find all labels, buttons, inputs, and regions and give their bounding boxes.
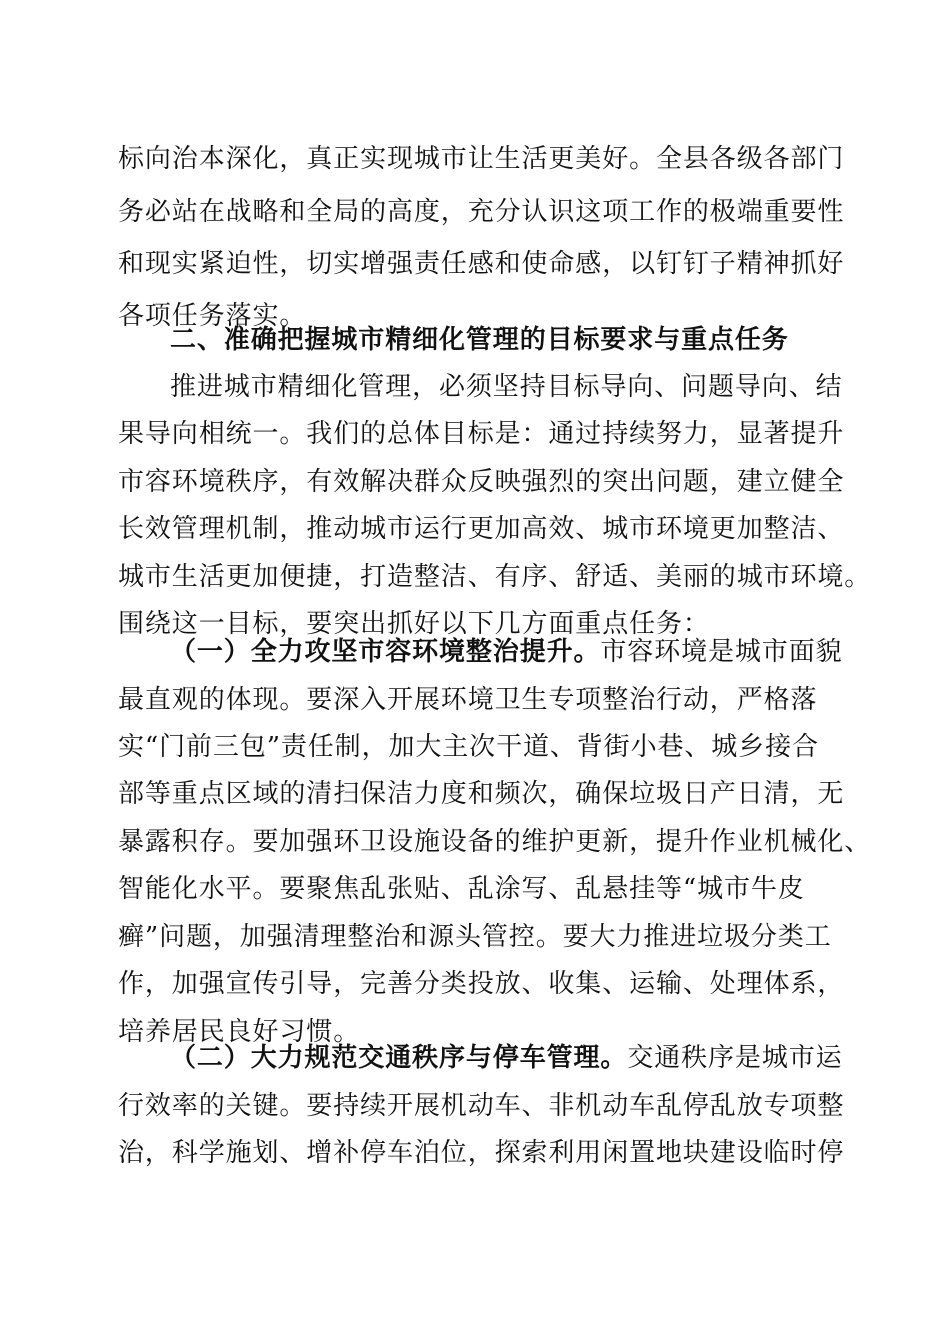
subsection-title-1: （一）全力攻坚市容环境整治提升。	[170, 637, 601, 667]
body-line: 最直观的体现。要深入开展环境卫生专项整治行动，严格落	[118, 685, 818, 715]
body-text: 交通秩序是城市运	[627, 1043, 843, 1073]
body-line: 部等重点区域的清扫保洁力度和频次，确保垃圾日产日清，无	[118, 779, 845, 809]
body-text: 市容环境是城市面貌	[600, 637, 843, 667]
section-heading: 二、准确把握城市精细化管理的目标要求与重点任务	[170, 325, 789, 355]
body-line: 智能化水平。要聚焦乱张贴、乱涂写、乱悬挂等“城市牛皮	[118, 874, 805, 904]
body-line: 推进城市精细化管理，必须坚持目标导向、问题导向、结	[170, 372, 843, 402]
body-line: 行效率的关键。要持续开展机动车、非机动车乱停乱放专项整	[118, 1091, 845, 1121]
body-line: 培养居民良好习惯。	[118, 1017, 361, 1047]
body-line: 实“门前三包”责任制，加大主次干道、背街小巷、城乡接合	[118, 732, 819, 762]
body-line: 城市生活更加便捷，打造整洁、有序、舒适、美丽的城市环境。	[118, 562, 872, 592]
body-line: 标向治本深化，真正实现城市让生活更美好。全县各级各部门	[118, 144, 845, 174]
body-line: 务必站在战略和全局的高度，充分认识这项工作的极端重要性	[118, 197, 845, 227]
body-line: 治，科学施划、增补停车泊位，探索利用闲置地块建设临时停	[118, 1138, 845, 1168]
body-line: 癣”问题，加强清理整治和源头管控。要大力推进垃圾分类工	[118, 922, 832, 952]
subsection-title-2: （二）大力规范交通秩序与停车管理。	[170, 1043, 628, 1073]
body-line: 各项任务落实。	[118, 301, 307, 331]
subsection-line	[170, 630, 890, 674]
body-line: 暴露积存。要加强环卫设施设备的维护更新，提升作业机械化、	[118, 827, 872, 857]
body-line: 和现实紧迫性，切实增强责任感和使命感，以钉钉子精神抓好	[118, 249, 845, 279]
subsection-line	[170, 1036, 890, 1080]
body-line: 作，加强宣传引导，完善分类投放、收集、运输、处理体系，	[118, 969, 845, 999]
body-line: 市容环境秩序，有效解决群众反映强烈的突出问题，建立健全	[118, 467, 845, 497]
body-line: 果导向相统一。我们的总体目标是：通过持续努力，显著提升	[118, 419, 845, 449]
body-line: 长效管理机制，推动城市运行更加高效、城市环境更加整洁、	[118, 514, 845, 544]
body-line: 围绕这一目标，要突出抓好以下几方面重点任务：	[118, 609, 710, 639]
